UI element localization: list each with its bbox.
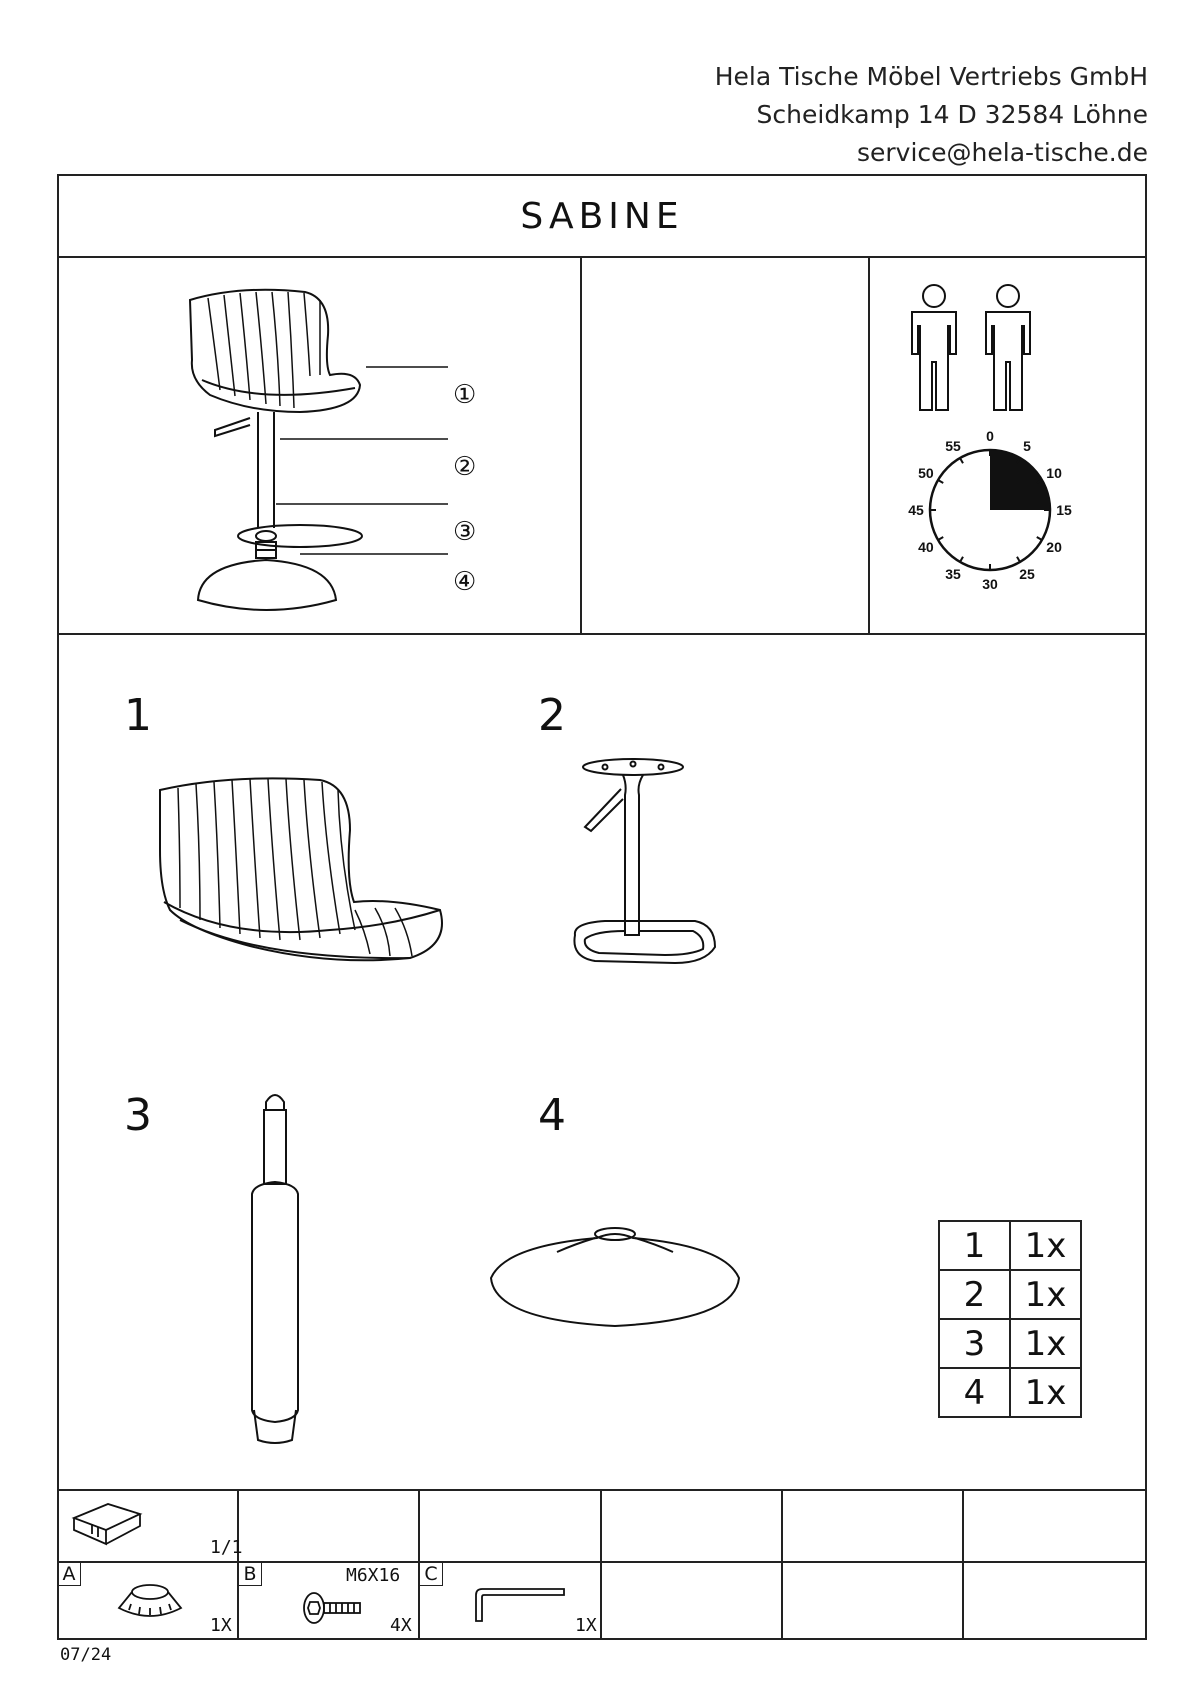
- divider: [57, 633, 1147, 635]
- callout-1: ①: [453, 380, 477, 410]
- divider: [868, 256, 870, 634]
- assembly-time-clock: [900, 420, 1080, 600]
- clock-tick: [938, 480, 943, 483]
- part-2-column-footrest-drawing: [565, 755, 735, 975]
- part-4-base-plate-drawing: [485, 1220, 745, 1330]
- clock-label: 5: [1023, 437, 1031, 454]
- quantity-part-cell: 4: [939, 1368, 1010, 1417]
- clock-label: 0: [986, 428, 994, 444]
- box-icon: [72, 1500, 142, 1546]
- company-name: Hela Tische Möbel Vertriebs GmbH: [714, 62, 1148, 91]
- part-number-2: 2: [538, 690, 566, 741]
- clock-tick: [960, 458, 963, 463]
- clock-tick: [938, 537, 943, 540]
- quantity-part-cell: 2: [939, 1270, 1010, 1319]
- quantity-value-cell: 1x: [1010, 1319, 1081, 1368]
- company-header: [715, 58, 1148, 172]
- part-1-seat-shell-drawing: [150, 770, 450, 970]
- table-row: [939, 1319, 1081, 1368]
- two-persons-icon: [908, 282, 1038, 412]
- quantity-part-cell: 3: [939, 1319, 1010, 1368]
- quantity-value-cell: 1x: [1010, 1221, 1081, 1270]
- product-title: SABINE: [520, 196, 684, 237]
- table-row: [939, 1368, 1081, 1417]
- foot-cap-icon: [115, 1580, 185, 1622]
- date-code: 07/24: [60, 1645, 112, 1665]
- divider: [57, 1561, 1147, 1563]
- table-row: [939, 1221, 1081, 1270]
- callout-4: ④: [453, 567, 477, 597]
- clock-label: 55: [945, 437, 961, 454]
- clock-label: 40: [918, 539, 934, 555]
- hardware-size-b: M6X16: [346, 1565, 401, 1586]
- part-3-gas-lift-drawing: [240, 1090, 310, 1450]
- quantity-part-cell: 1: [939, 1221, 1010, 1270]
- parts-quantity-table: [938, 1220, 1082, 1418]
- hardware-letter-a: A: [58, 1563, 81, 1586]
- hardware-qty-a: 1X: [210, 1615, 232, 1636]
- clock-label: 15: [1056, 502, 1072, 518]
- callout-3: ③: [453, 517, 477, 547]
- clock-tick: [960, 557, 963, 562]
- hardware-qty-c: 1X: [575, 1615, 597, 1636]
- company-address: Scheidkamp 14 D 32584 Löhne: [756, 100, 1148, 129]
- divider: [962, 1489, 964, 1640]
- clock-label: 35: [945, 566, 961, 583]
- clock-label: 25: [1019, 566, 1035, 583]
- divider: [57, 256, 1147, 258]
- part-number-3: 3: [124, 1090, 152, 1141]
- table-row: [939, 1270, 1081, 1319]
- clock-label: 10: [1046, 465, 1062, 481]
- clock-tick: [1017, 557, 1020, 562]
- clock-tick: [1037, 537, 1042, 540]
- divider: [600, 1489, 602, 1640]
- company-email: service@hela-tische.de: [856, 138, 1148, 167]
- clock-label: 50: [918, 465, 934, 481]
- quantity-value-cell: 1x: [1010, 1270, 1081, 1319]
- part-number-1: 1: [124, 690, 152, 741]
- clock-label: 45: [908, 502, 924, 518]
- part-number-4: 4: [538, 1090, 566, 1141]
- bolt-icon: [300, 1590, 370, 1626]
- clock-label: 20: [1046, 539, 1062, 555]
- divider: [781, 1489, 783, 1640]
- clock-label: 30: [982, 576, 998, 592]
- hardware-letter-c: C: [420, 1563, 443, 1586]
- allen-key-icon: [470, 1585, 570, 1625]
- hardware-letter-b: B: [239, 1563, 262, 1586]
- divider: [580, 256, 582, 634]
- box-count: 1/1: [210, 1537, 243, 1558]
- callout-2: ②: [453, 452, 477, 482]
- hardware-qty-b: 4X: [390, 1615, 412, 1636]
- quantity-value-cell: 1x: [1010, 1368, 1081, 1417]
- divider: [57, 1489, 1147, 1491]
